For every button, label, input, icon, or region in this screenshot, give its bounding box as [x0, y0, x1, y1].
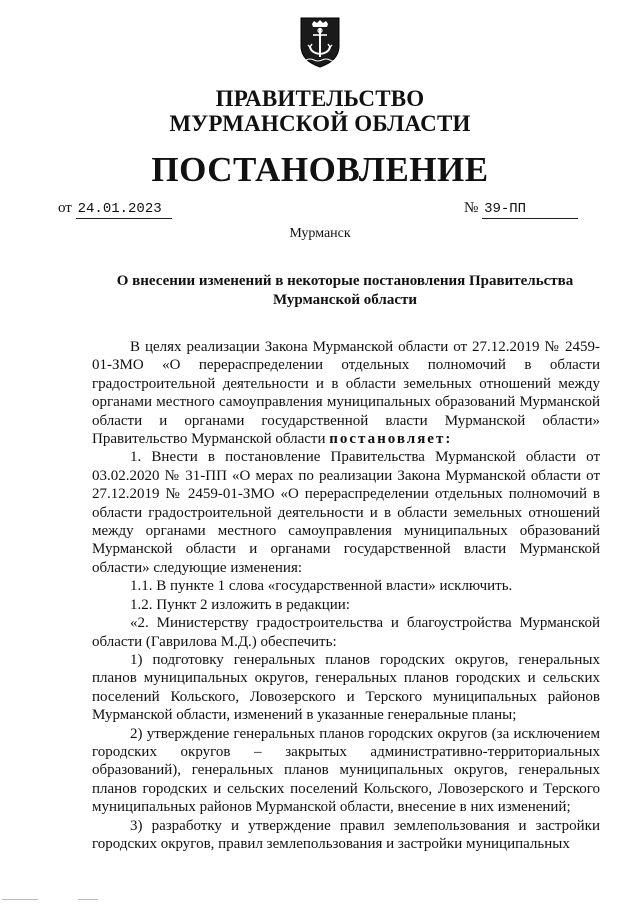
murmansk-coat-of-arms-icon — [299, 16, 341, 68]
date-prefix: от — [58, 200, 72, 216]
paragraph-point-2: «2. Министерству градостроительства и благоустройства Мурманской области (Гаврилова М.Д.) обеспечить: — [92, 615, 600, 650]
document-subject: О внесении изменений в некоторые постановления Правительства Мурманской области — [116, 273, 574, 308]
paragraph-preamble — [92, 338, 600, 448]
document-type-title: ПОСТАНОВЛЕНИЕ — [151, 150, 489, 189]
document-body — [92, 338, 600, 853]
resolves-keyword: постановляет: — [329, 431, 453, 448]
paragraph-subpoint-1: 1) подготовку генеральных планов городских округов, генеральных планов муниципальных округов, генеральных планов городских и сельских поселений Кольского, Ловозерского и Терского муниципальных районов Мурманской области, изменений в указанные генеральные планы; — [92, 651, 600, 724]
date-value: 24.01.2023 — [76, 201, 172, 219]
paragraph-item-1-2: 1.2. Пункт 2 изложить в редакции: — [130, 596, 350, 613]
scan-artifacts — [0, 895, 640, 905]
document-number — [464, 200, 578, 219]
government-title-line2: МУРМАНСКОЙ ОБЛАСТИ — [169, 111, 471, 136]
number-prefix: № — [464, 200, 479, 216]
paragraph-subpoint-3: 3) разработку и утверждение правил землепользования и застройки городских округов, правил землепользования и застройки муниципальных — [92, 817, 600, 852]
paragraph-subpoint-2: 2) утверждение генеральных планов городских округов (за исключением городских округов – закрытых административно-территориальных образований), генеральных планов муниципальных округов, генеральных планов городских и сельских поселений Кольского, Ловозерского и Терского муниципальных районов Мурманской области, внесение в них изменений; — [92, 725, 600, 816]
government-title-line1: ПРАВИТЕЛЬСТВО — [215, 86, 425, 111]
paragraph-item-1: 1. Внести в постановление Правительства Мурманской области от 03.02.2020 № 31-ПП «О мерах по реализации Закона Мурманской области от 27.12.2019 № 2459-01-ЗМО «О перераспределении отдельных полномочий в области градостроительной деятельности и в области земельных отношений между органами местного самоуправления муниципальных образований Мурманской области и органами государственной власти Мурманской области» следующие изменения: — [92, 449, 600, 576]
preamble-text: В целях реализации Закона Мурманской области от 27.12.2019 № 2459-01-ЗМО «О перераспределении отдельных полномочий в области градостроительной деятельности и в области земельных отношений между органами местного самоуправления муниципальных образований Мурманской области и органами государственной власти Мурманской области» Правительство Мурманской области — [92, 339, 600, 448]
number-value: 39-ПП — [482, 201, 578, 219]
document-city: Мурманск — [289, 226, 351, 241]
paragraph-item-1-1: 1.1. В пункте 1 слова «государственной власти» исключить. — [130, 578, 513, 595]
document-date — [58, 200, 172, 219]
